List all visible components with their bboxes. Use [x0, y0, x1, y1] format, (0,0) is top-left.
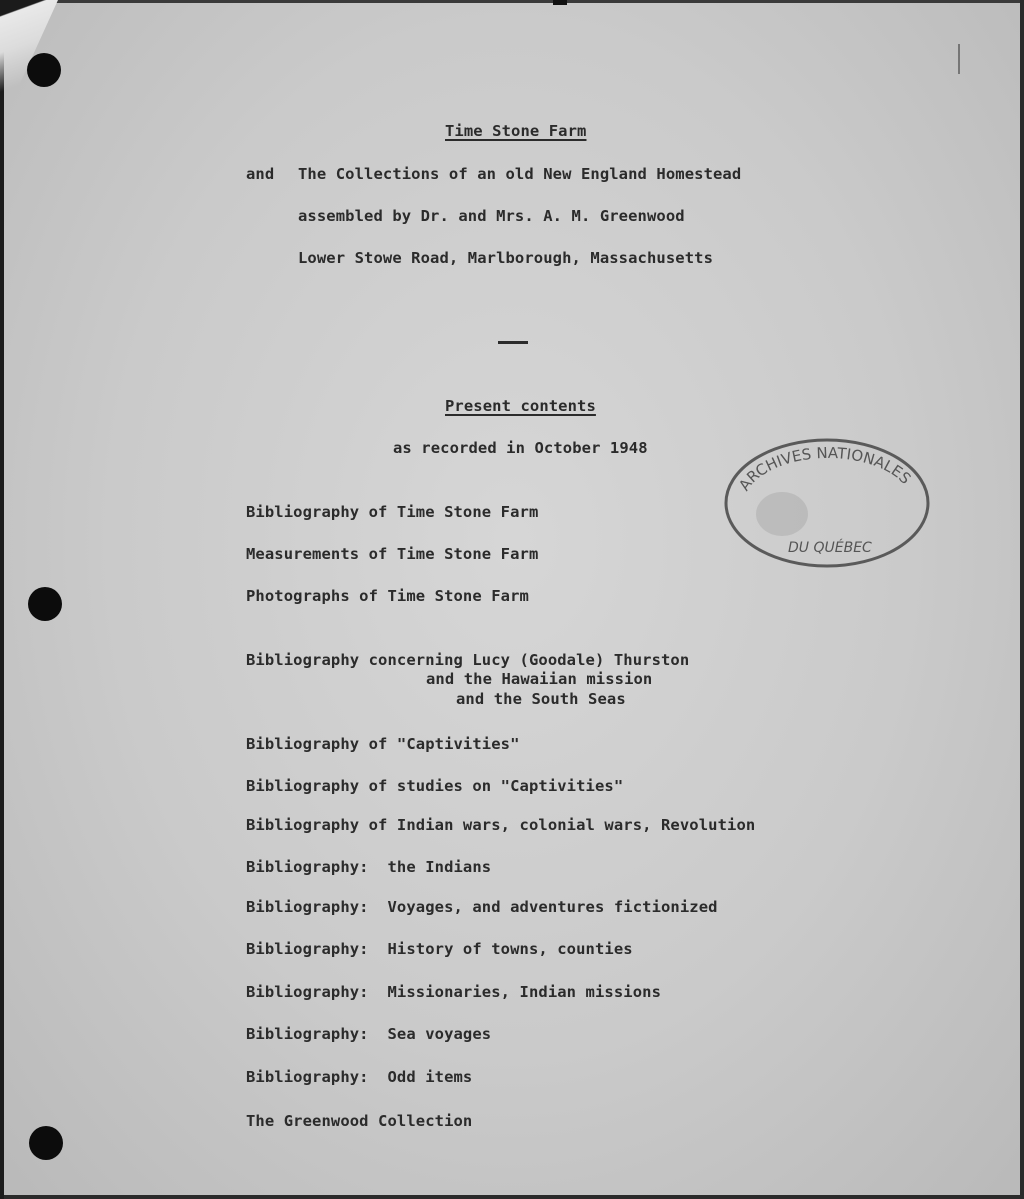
content-item-lucy-line-3: and the South Seas — [456, 690, 626, 708]
content-item: Photographs of Time Stone Farm — [246, 587, 529, 605]
section-heading: Present contents — [445, 397, 596, 415]
punch-hole-middle — [28, 587, 62, 621]
scan-edge-top — [0, 0, 1024, 3]
and-word: and — [246, 165, 275, 183]
scan-mark — [553, 0, 567, 5]
punch-hole-bottom — [29, 1126, 63, 1160]
content-item: Bibliography: Sea voyages — [246, 1025, 492, 1043]
section-subheading: as recorded in October 1948 — [393, 439, 648, 457]
subtitle-line-1: The Collections of an old New England Homestead — [298, 165, 742, 183]
content-item: Bibliography of "Captivities" — [246, 735, 520, 753]
scan-edge-right — [1020, 0, 1024, 1199]
separator-dash — [498, 341, 528, 344]
address-line: Lower Stowe Road, Marlborough, Massachusetts — [298, 249, 713, 267]
subtitle-line-2: assembled by Dr. and Mrs. A. M. Greenwood — [298, 207, 685, 225]
content-item: Measurements of Time Stone Farm — [246, 545, 539, 563]
scan-edge-bottom — [0, 1195, 1024, 1199]
pencil-mark — [958, 44, 960, 74]
content-item: Bibliography: Odd items — [246, 1068, 473, 1086]
document-title: Time Stone Farm — [445, 122, 587, 140]
content-item: Bibliography of Indian wars, colonial wars, Revolution — [246, 816, 756, 834]
content-item: Bibliography: Voyages, and adventures fictionized — [246, 898, 718, 916]
punch-hole-top — [27, 53, 61, 87]
content-item: Bibliography: Missionaries, Indian missions — [246, 983, 661, 1001]
archives-stamp — [722, 436, 932, 570]
content-item: Bibliography: History of towns, counties — [246, 940, 633, 958]
content-item: Bibliography: the Indians — [246, 858, 492, 876]
stamp-bottom-text: DU QUÉBEC — [788, 540, 872, 556]
content-item: Bibliography of Time Stone Farm — [246, 503, 539, 521]
stamp-top-text: ARCHIVES NATIONALES — [735, 443, 915, 495]
content-item-lucy-line-2: and the Hawaiian mission — [426, 670, 653, 688]
content-item-lucy-line-1: Bibliography concerning Lucy (Goodale) Thurston — [246, 651, 690, 669]
scan-edge-left — [0, 0, 4, 1199]
content-item: The Greenwood Collection — [246, 1112, 473, 1130]
content-item: Bibliography of studies on "Captivities" — [246, 777, 624, 795]
